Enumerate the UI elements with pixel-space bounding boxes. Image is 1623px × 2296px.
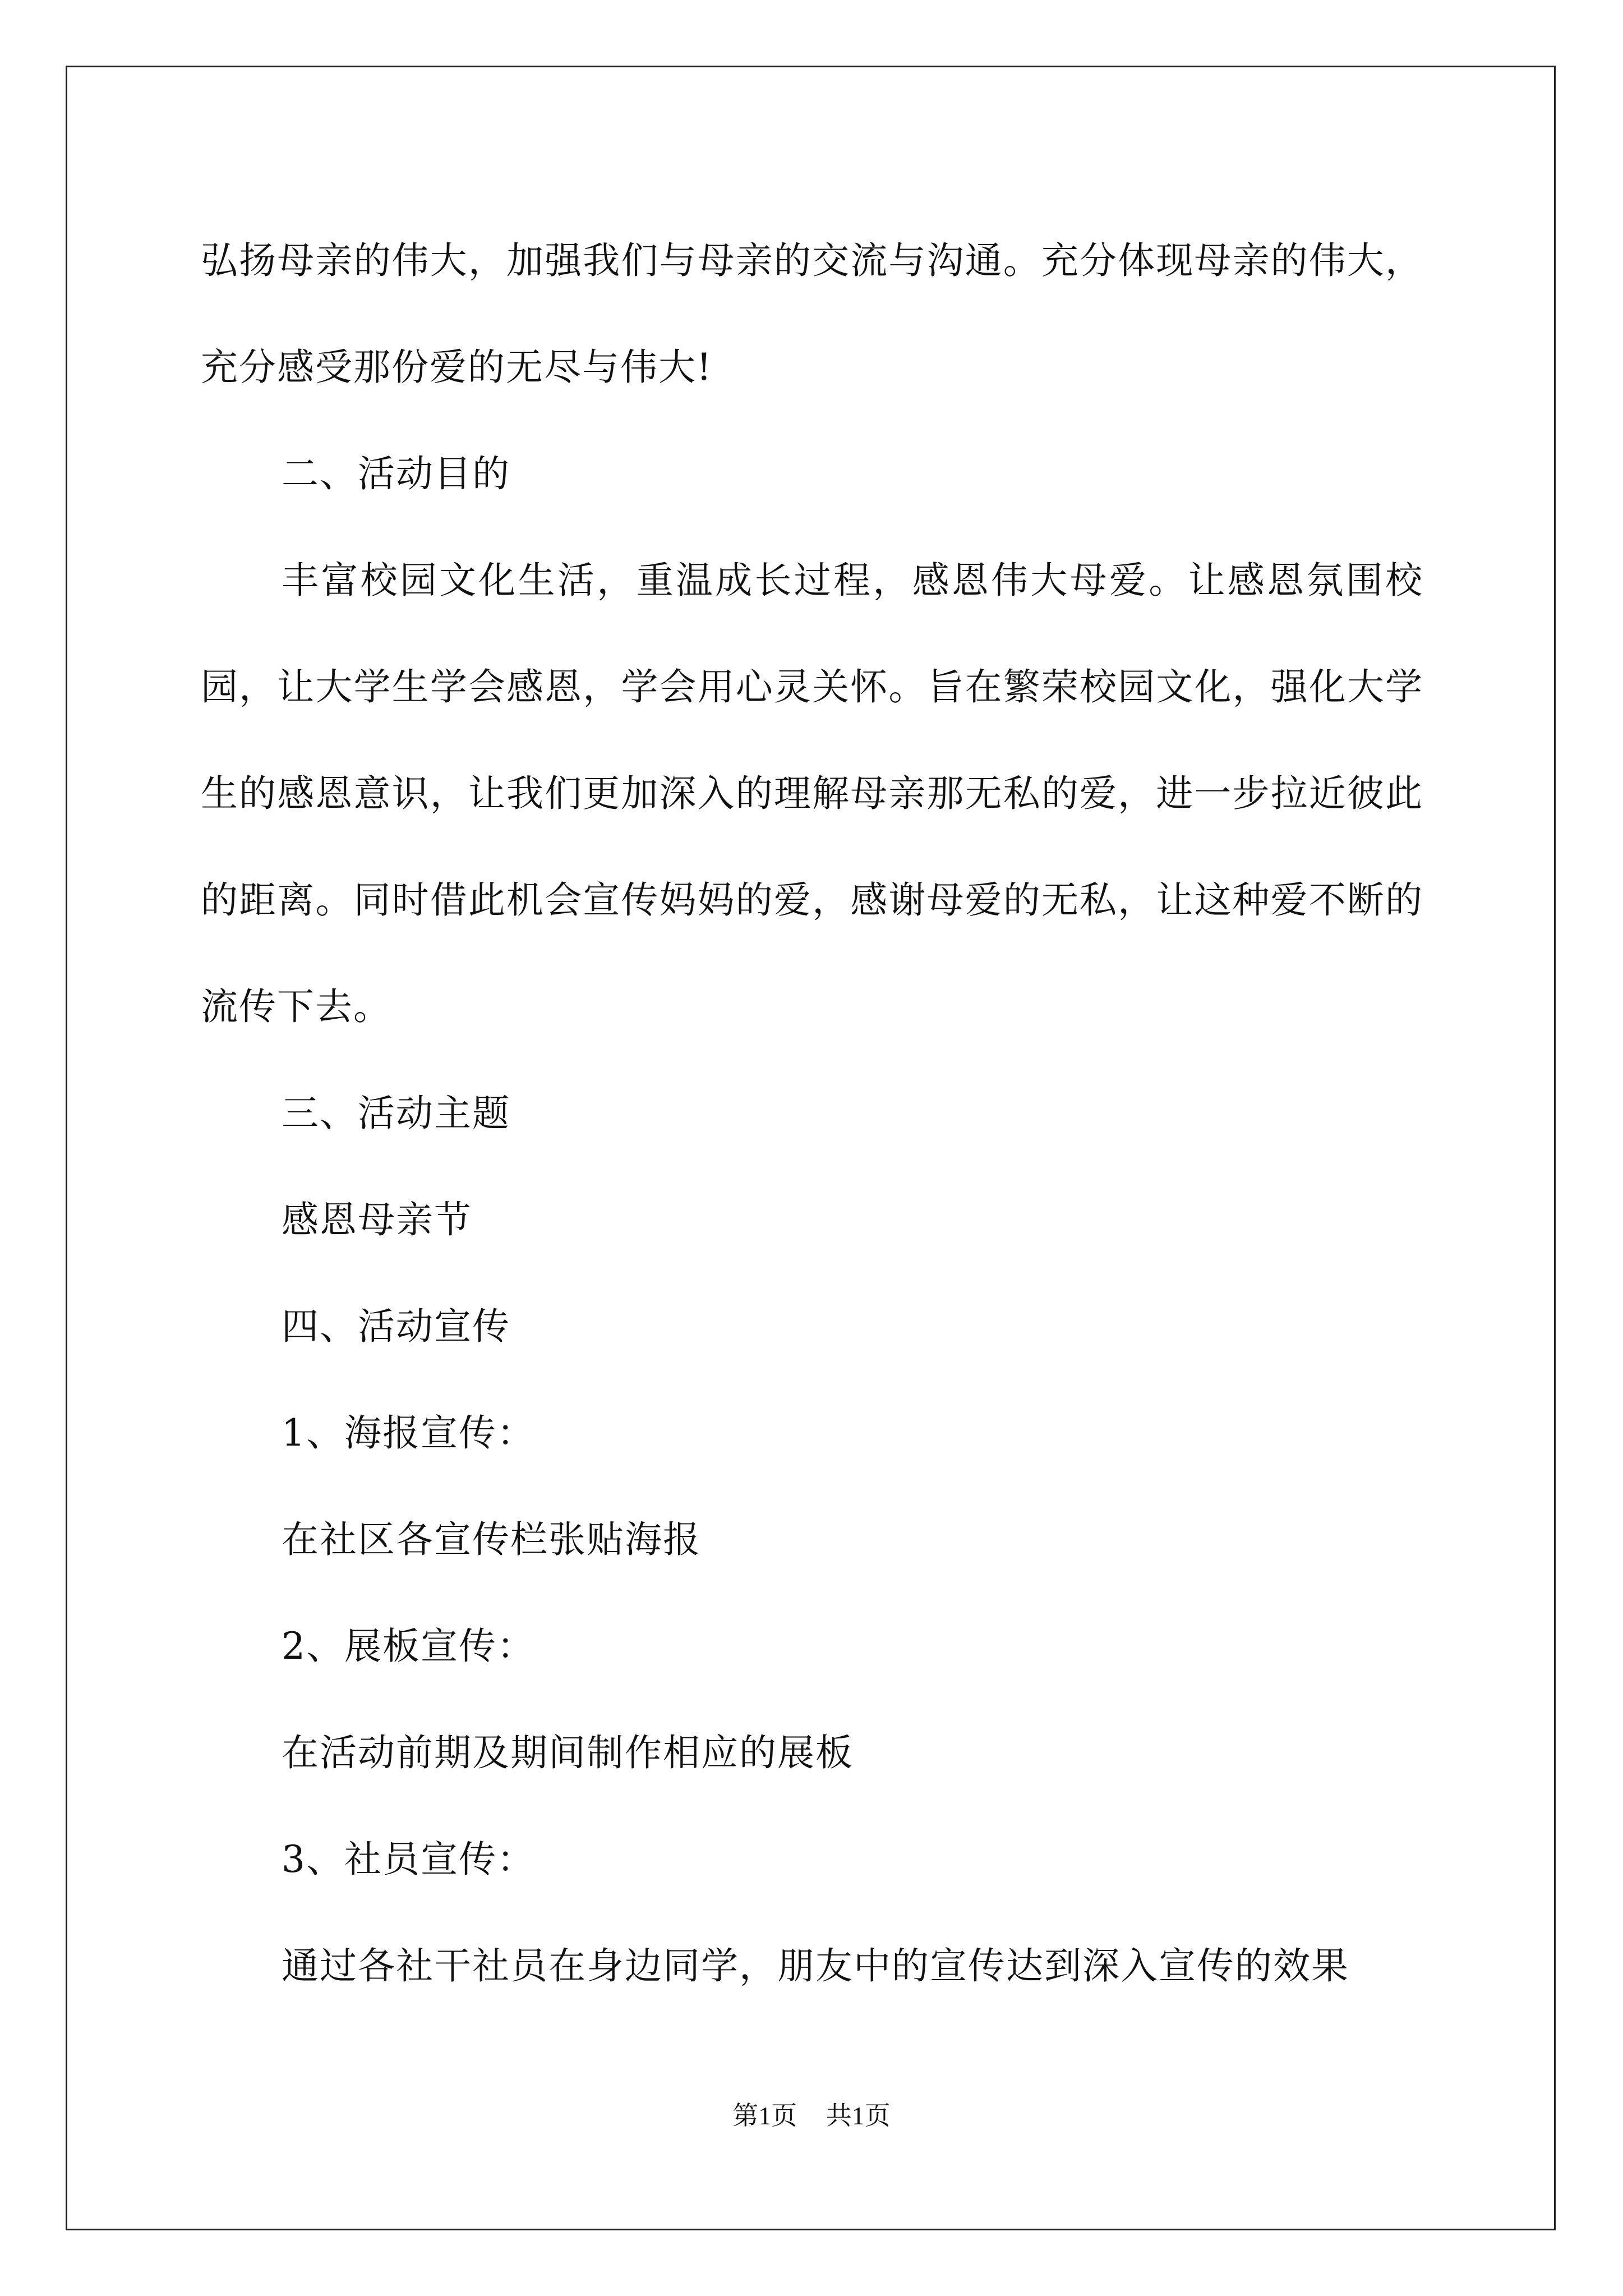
section-heading-objective: 二、活动目的 xyxy=(282,452,510,495)
paragraph-intro: 弘扬母亲的伟大，加强我们与母亲的交流与沟通。充分体现母亲的伟大，充分感受那份爱的无尽与伟大! xyxy=(201,239,1423,389)
page-number-total: 共1页 xyxy=(826,2101,891,2130)
list-item-board-heading: 2、展板宣传： xyxy=(282,1625,535,1668)
page-number-current: 第1页 xyxy=(732,2101,797,2130)
section-heading-publicity: 四、活动宣传 xyxy=(282,1305,510,1348)
paragraph-theme: 感恩母亲节 xyxy=(282,1198,472,1241)
section-heading-theme: 三、活动主题 xyxy=(282,1092,510,1135)
list-item-poster-text: 在社区各宣传栏张贴海报 xyxy=(282,1518,701,1561)
document-body xyxy=(201,208,1423,2019)
paragraph-objective: 丰富校园文化生活，重温成长过程，感恩伟大母爱。让感恩氛围校园，让大学生学会感恩，学会用心灵关怀。旨在繁荣校园文化，强化大学生的感恩意识，让我们更加深入的理解母亲那无私的爱，进一步拉近彼此的距离。同时借此机会宣传妈妈的爱，感谢母爱的无私，让这种爱不断的流传下去。 xyxy=(201,559,1423,1028)
list-item-poster-heading: 1、海报宣传： xyxy=(282,1411,535,1455)
list-item-board-text: 在活动前期及期间制作相应的展板 xyxy=(282,1731,854,1774)
list-item-member-heading: 3、社员宣传： xyxy=(282,1838,535,1881)
page-footer xyxy=(0,2095,1623,2132)
list-item-member-text: 通过各社干社员在身边同学，朋友中的宣传达到深入宣传的效果 xyxy=(282,1944,1349,1987)
